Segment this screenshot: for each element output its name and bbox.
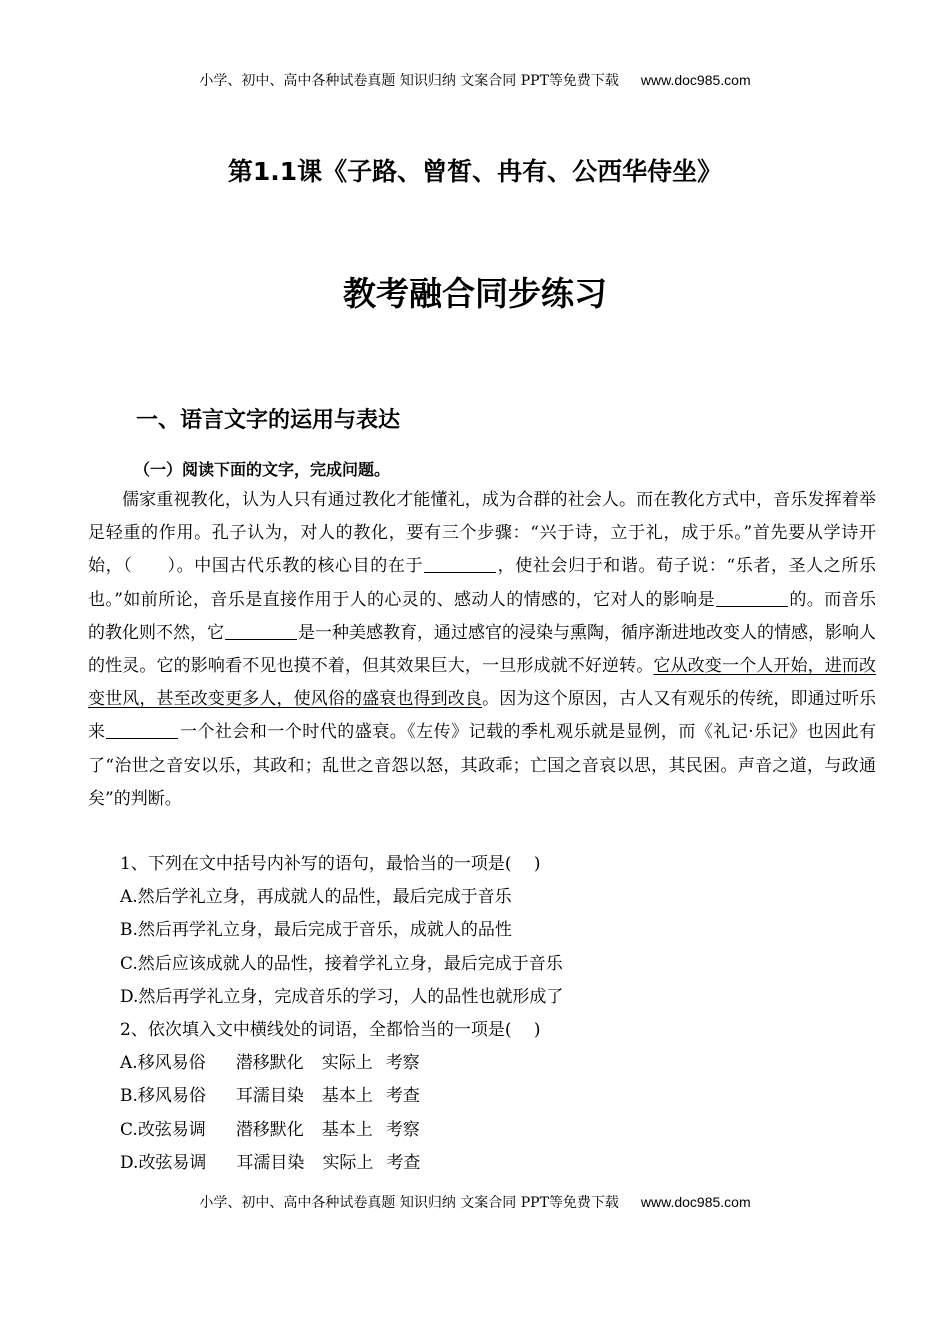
option-word-1: 移风易俗 (137, 1053, 206, 1074)
question-2-stem: 2、依次填入文中横线处的词语，全都恰当的一项是( ) (120, 1019, 541, 1040)
blank-4 (106, 721, 178, 739)
question-1-option-b: B.然后再学礼立身，最后完成于音乐，成就人的品性 (120, 920, 512, 941)
option-word-4: 考察 (385, 1119, 420, 1140)
option-word-2: 耳濡目染 (235, 1086, 304, 1107)
option-word-1: 改弦易调 (138, 1152, 207, 1173)
header-site-link[interactable]: www.doc985.com (640, 72, 751, 88)
underlined-sentence: 它从改变一个人开始，进而改变世风，甚至改变更多人，使风俗的盛衰也得到改良 (88, 656, 877, 710)
blank-2 (716, 589, 788, 607)
option-word-3: 实际上 (322, 1152, 374, 1173)
option-word-1: 改弦易调 (137, 1119, 206, 1140)
question-2-option-b (120, 1080, 840, 1113)
questions (120, 848, 840, 1180)
question-1-option-c: C.然后应该成就人的品性，接着学礼立身，最后完成于音乐 (120, 953, 563, 974)
blank-1 (424, 555, 496, 573)
option-word-1: 移风易俗 (137, 1086, 206, 1107)
blank-3 (225, 622, 297, 640)
question-1-stem: 1、下列在文中括号内补写的语句，最恰当的一项是( ) (120, 854, 541, 874)
page-footer (0, 1192, 950, 1212)
passage-part-5: 。因为这个原因，古人又有观乐的传统，即通过听乐来 (88, 689, 877, 743)
question-1-option-a: A.然后学礼立身，再成就人的品性，最后完成于音乐 (120, 887, 512, 908)
option-label: B. (120, 1086, 138, 1107)
passage-part-6: 一个社会和一个时代的盛衰。《左传》记载的季札观乐就是显例，而《礼记·乐记》也因此有了“治世之音安以乐，其政和；乱世之音怨以怒，其政乖；亡国之音哀以思，其民困。声音之道，与政通矣”的判断。 (88, 722, 877, 809)
option-word-4: 考察 (385, 1053, 420, 1074)
option-word-3: 基本上 (321, 1086, 373, 1107)
passage-part-4: 是一种美感教育，通过感官的浸染与熏陶，循序渐进地改变人的情感，影响人的性灵。它的影响看不见也摸不着，但其效果巨大，一旦形成就不好逆转。 (88, 622, 876, 677)
question-2-option-d (120, 1147, 840, 1180)
reading-passage (88, 484, 876, 816)
option-label: A. (120, 1053, 138, 1074)
exercise-title: 教考融合同步练习 (343, 274, 607, 313)
option-label: C. (120, 1119, 138, 1140)
footer-site-link[interactable]: www.doc985.com (640, 1194, 751, 1210)
question-2-option-c (120, 1114, 840, 1147)
lesson-title: 第1.1课《子路、曾皙、冉有、公西华侍坐》 (227, 157, 723, 186)
option-word-2: 耳濡目染 (236, 1152, 305, 1173)
passage-part-1: 儒家重视教化，认为人只有通过教化才能懂礼，成为合群的社会人。而在教化方式中，音乐发挥着举足轻重的作用。孔子认为，对人的教化，要有三个步骤：“兴于诗，立于礼，成于乐。”首先要从学诗开始，（ ）。中国古代乐教的核心目的在于 (88, 490, 876, 577)
question-2-option-a (120, 1047, 840, 1080)
subsection-heading: （一）阅读下面的文字，完成问题。 (134, 460, 391, 479)
option-word-4: 考查 (386, 1152, 421, 1173)
option-word-3: 基本上 (321, 1119, 373, 1140)
passage-part-3: 的。而音乐的教化则不然，它 (88, 589, 876, 643)
option-label: D. (120, 1152, 139, 1173)
option-word-3: 实际上 (321, 1053, 373, 1074)
question-1-option-d: D.然后再学礼立身，完成音乐的学习，人的品性也就形成了 (120, 986, 564, 1007)
header-text: 小学、初中、高中各种试卷真题 知识归纳 文案合同 PPT等免费下载 (199, 73, 619, 89)
option-word-2: 潜移默化 (235, 1053, 304, 1074)
page-header (0, 70, 950, 90)
option-word-4: 考查 (385, 1086, 420, 1107)
footer-text: 小学、初中、高中各种试卷真题 知识归纳 文案合同 PPT等免费下载 (199, 1195, 619, 1211)
section-heading: 一、语言文字的运用与表达 (136, 408, 401, 433)
passage-part-2: ，使社会归于和谐。荀子说：“乐者，圣人之所乐也。”如前所论，音乐是直接作用于人的心灵的、感动人的情感的，它对人的影响是 (88, 556, 876, 610)
option-word-2: 潜移默化 (235, 1119, 304, 1140)
